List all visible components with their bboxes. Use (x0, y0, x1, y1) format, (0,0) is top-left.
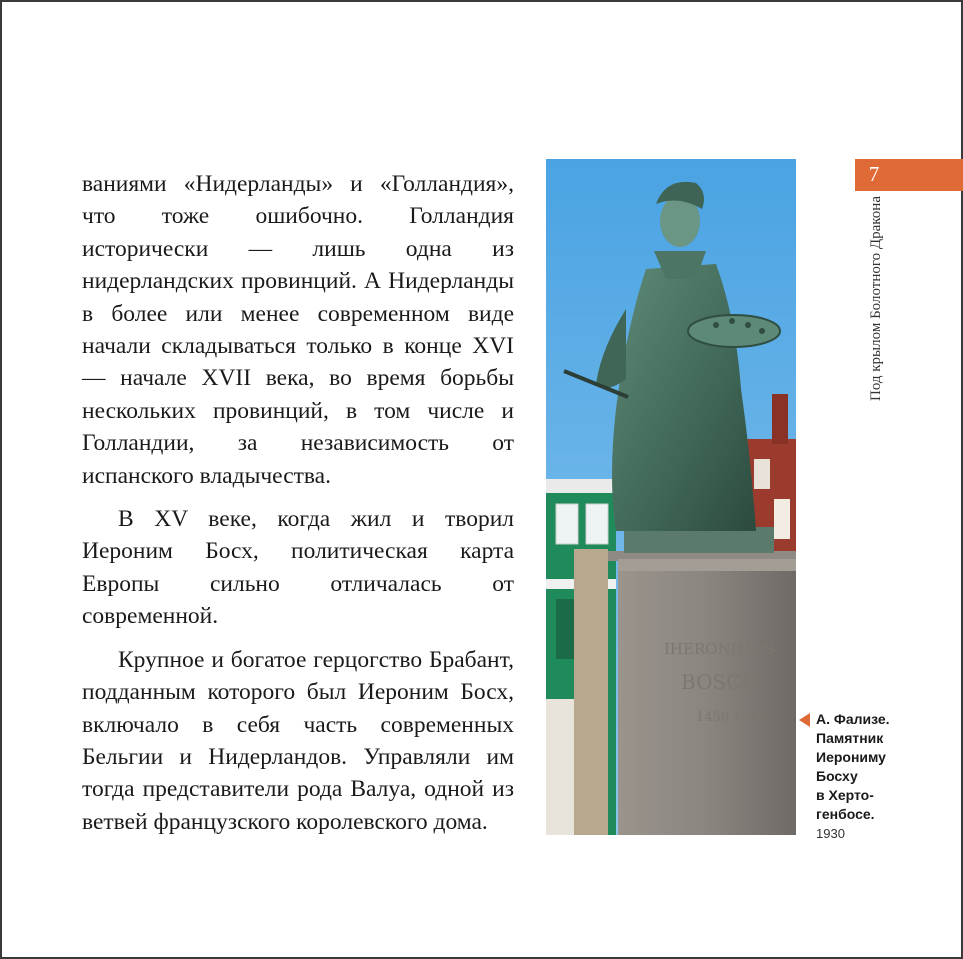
paragraph-1: ваниями «Нидерланды» и «Голландия», что тоже ошибочно. Голландия исторически — лишь одна из нидерландских провинций. А Нидерланды в более или менее современном виде начали складываться только в конце XVI — начале XVII века, во время борьбы нескольких провинций, в том числе и Голландии, за независимость от испанского владычества. (82, 171, 514, 489)
statue-photo-icon (546, 159, 796, 835)
svg-text:BOSCH: BOSCH (681, 670, 759, 694)
caption-text: А. Фализе. Памятник Иерониму Босху в Херто- генбосе. (816, 711, 890, 822)
caption-year: 1930 (816, 826, 845, 841)
paragraph-3: Крупное и богатое герцогство Брабант, подданным которого был Иероним Босх, включало в себя часть современных Бельгии и Нидерландов. Управляли им тогда представители рода Валуа, одной из ветвей французского королевского дома. (82, 646, 514, 835)
svg-text:IHERONIMUS: IHERONIMUS (664, 640, 775, 658)
page-number-tab (855, 159, 963, 191)
caption-arrow-icon (799, 713, 810, 727)
statue-photo (546, 159, 796, 835)
paragraph-2: В XV веке, когда жил и творил Иероним Босх, политическая карта Европы сильно отличалась от современной. (82, 506, 514, 630)
body-text (82, 168, 514, 838)
running-title-text: Под крылом Болотного Дракона (867, 196, 884, 402)
photo-caption (802, 710, 912, 843)
page-number: 7 (868, 162, 880, 186)
running-title (864, 196, 888, 426)
svg-text:1450 1516: 1450 1516 (696, 710, 767, 725)
